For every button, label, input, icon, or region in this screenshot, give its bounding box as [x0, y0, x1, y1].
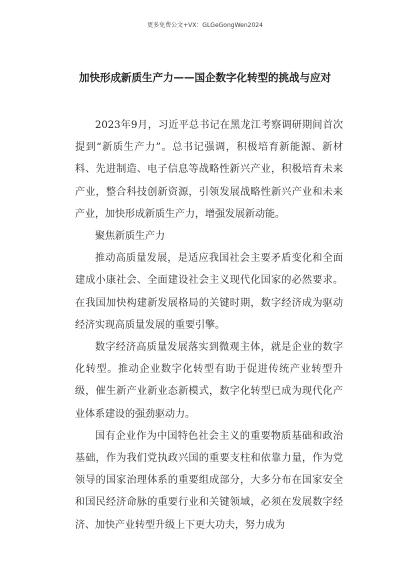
- document-title: 加快形成新质生产力——国企数字化转型的挑战与应对: [79, 72, 331, 84]
- header-note: 更多免费公文+VX：GLGeGongWen2024: [147, 22, 263, 29]
- paragraph: 国有企业作为中国特色社会主义的重要物质基础和政治基础，作为我们党执政兴国的重要支柱和依靠力量，作为党领导的国家治理体系的重要组成部分，大多分布在国家安全和国民经济命脉的重要行业和关键领域，必须在发展数字经济、加快产业转型升级上下更大功夫，努力成为: [75, 430, 343, 531]
- document-body: [75, 115, 343, 537]
- section-heading: 聚焦新质生产力: [95, 231, 165, 243]
- paragraph: 2023年9月，习近平总书记在黑龙江考察调研期间首次提到“新质生产力”。总书记强调，积极培育新能源、新材料、先进制造、电子信息等战略性新兴产业，积极培育未来产业，整合科技创新资源，引领发展战略性新兴产业和未来产业，加快形成新质生产力，增强发展新动能。: [75, 120, 343, 220]
- paragraph: 数字经济高质量发展落实到微观主体，就是企业的数字化转型。推动企业数字化转型有助于促进传统产业转型升级，催生新产业新业态新模式，数字化转型已成为现代化产业体系建设的强劲驱动力。: [75, 342, 343, 420]
- paragraph: 推动高质量发展，是适应我国社会主要矛盾变化和全面建成小康社会、全面建设社会主义现代化国家的必然要求。在我国加快构建新发展格局的关键时期，数字经济成为驱动经济实现高质量发展的重要引擎。: [75, 253, 343, 331]
